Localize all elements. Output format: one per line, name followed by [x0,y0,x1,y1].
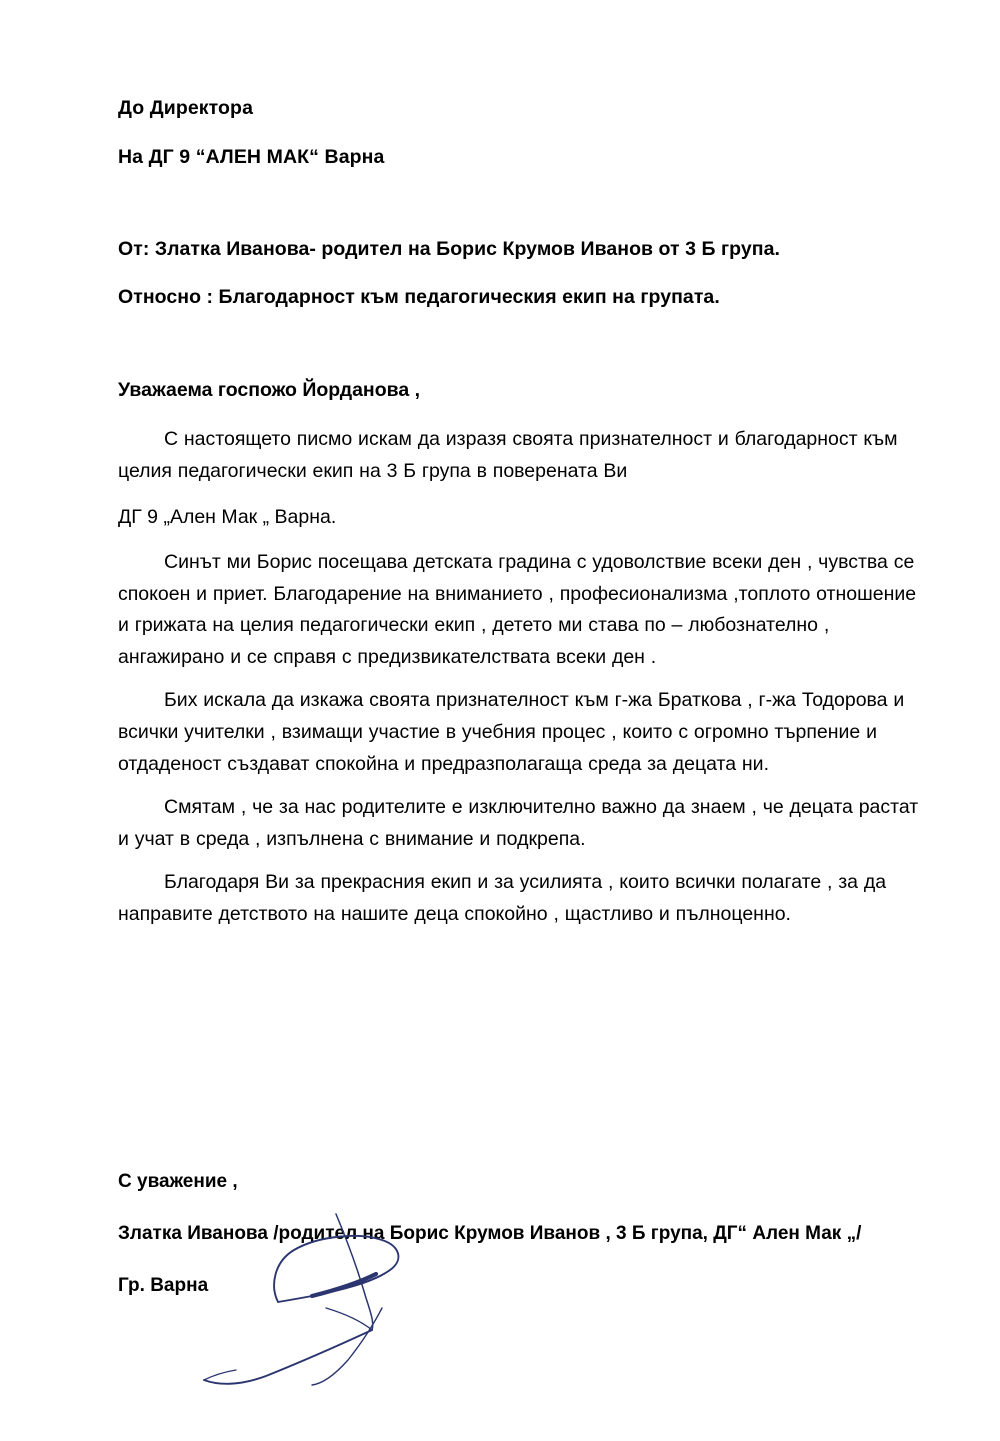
meta-spacer [118,336,928,380]
subject-line: Относно : Благодарност към педагогическия екип на групата. [118,286,720,309]
body-paragraph-1: С настоящето писмо искам да изразя своята признателност и благодарност към целия педагогически екип на 3 Б група в поверената Ви [118,428,898,482]
body-paragraph-5: Благодаря Ви за прекрасния екип и за усилията , които всички полагате , за да направите детството на нашите деца спокойно , щастливо и пълноценно. [118,871,887,925]
salutation-line: Уважаема госпожо Йорданова , [118,378,421,401]
addressee-line: До Директора [118,97,254,119]
body-paragraph-4: Смятам , че за нас родителите е изключително важно да знаем , че децата растат и учат в среда , изпълнена с внимание и подкрепа. [118,796,919,850]
from-line: От: Златка Иванова- родител на Борис Крумов Иванов от 3 Б група. [118,237,780,260]
valediction-line: С уважение , [118,1171,238,1192]
letter-body [118,98,928,942]
header-spacer [118,197,928,239]
closing-block [118,1172,948,1296]
kindergarten-name-line: ДГ 9 „Ален Мак „ Варна. [118,505,337,528]
signer-line: Златка Иванова /родител на Борис Крумов Иванов , 3 Б група, ДГ“ Ален Мак „/ [118,1222,862,1244]
body-paragraph-3: Бих искала да изкажа своята признателност към г-жа Браткова , г-жа Тодорова и всички учителки , взимащи участие в учебния процес , които с огромно търпение и отдаденост създават спокойна и предразполагаща среда за децата ни. [118,689,905,775]
institution-line: На ДГ 9 “АЛЕН МАК“ Варна [118,146,385,169]
body-paragraph-2: Синът ми Борис посещава детската градина с удоволствие всеки ден , чувства се спокоен и приет. Благодарение на вниманието , професионализма ,топлото отношение и грижата на целия педагогически екип , детето ми става по – любознателно , ангажирано и се справя с предизвикателствата всеки ден . [118,551,917,668]
city-line: Гр. Варна [118,1274,209,1296]
